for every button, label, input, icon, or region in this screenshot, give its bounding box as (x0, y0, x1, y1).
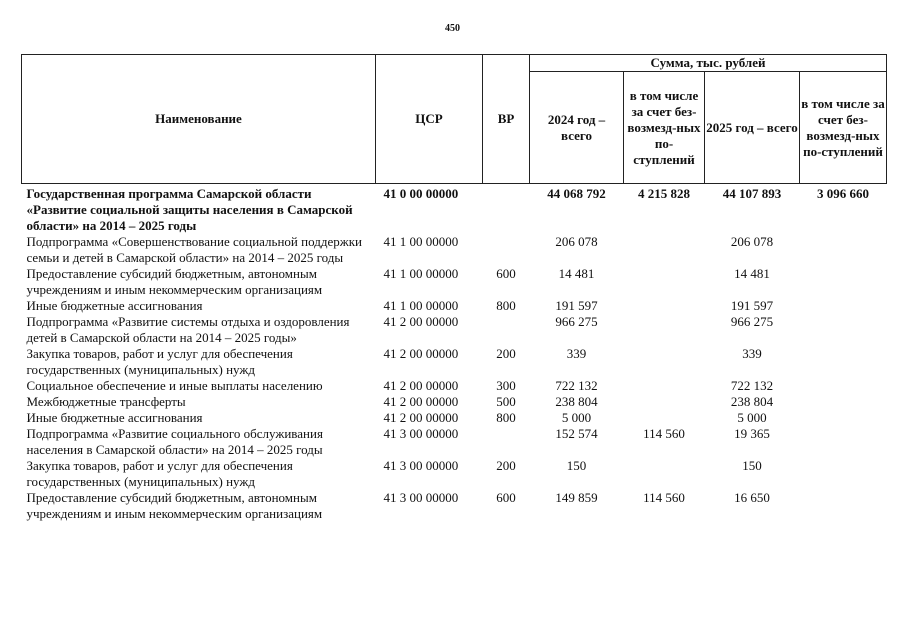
row-2024-grants: 114 560 (643, 426, 685, 441)
row-2025-total: 191 597 (730, 298, 774, 313)
row-csr: 41 0 00 00000 (383, 186, 459, 201)
row-2025-total: 966 275 (730, 314, 774, 329)
row-2025-grants (800, 346, 887, 378)
row-2024-grants (624, 298, 705, 314)
row-2025-grants (800, 458, 887, 490)
table-row (22, 378, 887, 394)
page-number: 450 (445, 23, 460, 34)
row-2025-total: 722 132 (730, 378, 774, 393)
row-2024-grants (624, 378, 705, 394)
row-name: Закупка товаров, работ и услуг для обеспечения государственных (муниципальных) нужд (26, 458, 293, 489)
table-row (22, 314, 887, 346)
row-2025-grants (800, 426, 887, 458)
row-csr: 41 1 00 00000 (383, 298, 459, 313)
row-csr: 41 2 00 00000 (383, 394, 459, 409)
table-row (22, 298, 887, 314)
row-name: Предоставление субсидий бюджетным, автономным учреждениям и иным некоммерческим организациям (26, 490, 323, 521)
header-name: Наименование (22, 55, 376, 184)
row-2024-grants: 114 560 (643, 490, 685, 505)
row-2025-total: 5 000 (737, 410, 767, 425)
row-2024-total: 152 574 (555, 426, 598, 441)
row-2025-grants: 3 096 660 (817, 186, 869, 201)
row-vr (483, 314, 530, 346)
row-2024-total: 966 275 (555, 314, 598, 329)
row-2025-total: 339 (742, 346, 762, 361)
row-2025-total: 238 804 (730, 394, 774, 409)
header-2024-grants: в том числе за счет без-возмезд-ных по-ступлений (624, 72, 705, 184)
row-2025-grants (800, 234, 887, 266)
row-name: Закупка товаров, работ и услуг для обеспечения государственных (муниципальных) нужд (26, 346, 293, 377)
row-2024-grants (624, 314, 705, 346)
table-row (22, 184, 887, 235)
row-csr: 41 3 00 00000 (383, 426, 459, 441)
row-csr: 41 2 00 00000 (383, 346, 459, 361)
row-2024-total: 149 859 (555, 490, 598, 505)
table-row (22, 234, 887, 266)
row-2025-grants (800, 314, 887, 346)
row-vr: 200 (496, 346, 516, 361)
row-2024-grants (624, 234, 705, 266)
row-vr: 600 (496, 490, 516, 505)
row-2025-total: 206 078 (730, 234, 774, 249)
row-2025-grants (800, 410, 887, 426)
row-vr (483, 184, 530, 235)
row-2024-grants (624, 266, 705, 298)
header-2025-grants: в том числе за счет без-возмезд-ных по-ступлений (800, 72, 887, 184)
row-2024-total: 5 000 (561, 410, 592, 425)
row-2024-total: 150 (566, 458, 587, 473)
row-2024-total: 339 (566, 346, 587, 361)
row-2024-grants (624, 410, 705, 426)
row-name: Иные бюджетные ассигнования (26, 298, 203, 313)
row-vr: 200 (496, 458, 516, 473)
row-2025-total: 16 650 (734, 490, 770, 505)
row-name: Иные бюджетные ассигнования (26, 410, 203, 425)
row-2024-total: 191 597 (555, 298, 598, 313)
header-2024-total: 2024 год – всего (530, 72, 624, 184)
row-2025-total: 19 365 (734, 426, 770, 441)
row-2024-total: 206 078 (555, 234, 598, 249)
row-2025-grants (800, 490, 887, 522)
row-csr: 41 3 00 00000 (383, 490, 459, 505)
header-vr: ВР (483, 55, 530, 184)
row-csr: 41 2 00 00000 (383, 314, 459, 329)
table-header (22, 55, 887, 184)
row-2025-total: 150 (742, 458, 762, 473)
header-csr: ЦСР (376, 55, 483, 184)
row-csr: 41 2 00 00000 (383, 410, 459, 425)
row-2024-total: 14 481 (558, 266, 595, 281)
row-2024-total: 722 132 (555, 378, 598, 393)
table-row (22, 458, 887, 490)
row-2025-grants (800, 394, 887, 410)
row-2024-total: 238 804 (555, 394, 598, 409)
row-2025-grants (800, 378, 887, 394)
row-csr: 41 1 00 00000 (383, 234, 459, 249)
row-csr: 41 3 00 00000 (383, 458, 459, 473)
row-name: Государственная программа Самарской области «Развитие социальной защиты населения в Самарской области» на 2014 – 2025 годы (26, 186, 353, 233)
row-vr: 500 (496, 394, 516, 409)
header-2025-total: 2025 год – всего (705, 72, 800, 184)
table-row (22, 394, 887, 410)
row-vr: 800 (496, 410, 516, 425)
table-row (22, 410, 887, 426)
row-csr: 41 1 00 00000 (383, 266, 459, 281)
budget-table (21, 54, 887, 522)
row-vr (483, 426, 530, 458)
row-vr: 300 (496, 378, 516, 393)
table-row (22, 266, 887, 298)
row-name: Подпрограмма «Развитие системы отдыха и оздоровления детей в Самарской области на 2014 – 2025 годы» (26, 314, 350, 345)
row-2024-grants (624, 458, 705, 490)
row-csr: 41 2 00 00000 (383, 378, 459, 393)
row-name: Подпрограмма «Развитие социального обслуживания населения в Самарской области» на 2014 – 2025 годы (26, 426, 323, 457)
row-vr: 600 (496, 266, 516, 281)
row-2025-grants (800, 266, 887, 298)
row-vr (483, 234, 530, 266)
row-name: Межбюджетные трансферты (26, 394, 186, 409)
row-2024-grants (624, 394, 705, 410)
row-vr: 800 (496, 298, 516, 313)
header-sum-title: Сумма, тыс. рублей (530, 55, 887, 72)
row-2025-total: 44 107 893 (722, 186, 782, 201)
row-2025-total: 14 481 (734, 266, 770, 281)
row-name: Социальное обеспечение и иные выплаты населению (26, 378, 323, 393)
row-2025-grants (800, 298, 887, 314)
row-name: Предоставление субсидий бюджетным, автономным учреждениям и иным некоммерческим организациям (26, 266, 323, 297)
table-row (22, 426, 887, 458)
table-row (22, 490, 887, 522)
table-row (22, 346, 887, 378)
row-2024-grants: 4 215 828 (638, 186, 690, 201)
row-2024-grants (624, 346, 705, 378)
row-2024-total: 44 068 792 (547, 186, 606, 201)
row-name: Подпрограмма «Совершенствование социальной поддержки семьи и детей в Самарской области» на 2014 – 2025 годы (26, 234, 362, 265)
table-body (22, 184, 887, 523)
